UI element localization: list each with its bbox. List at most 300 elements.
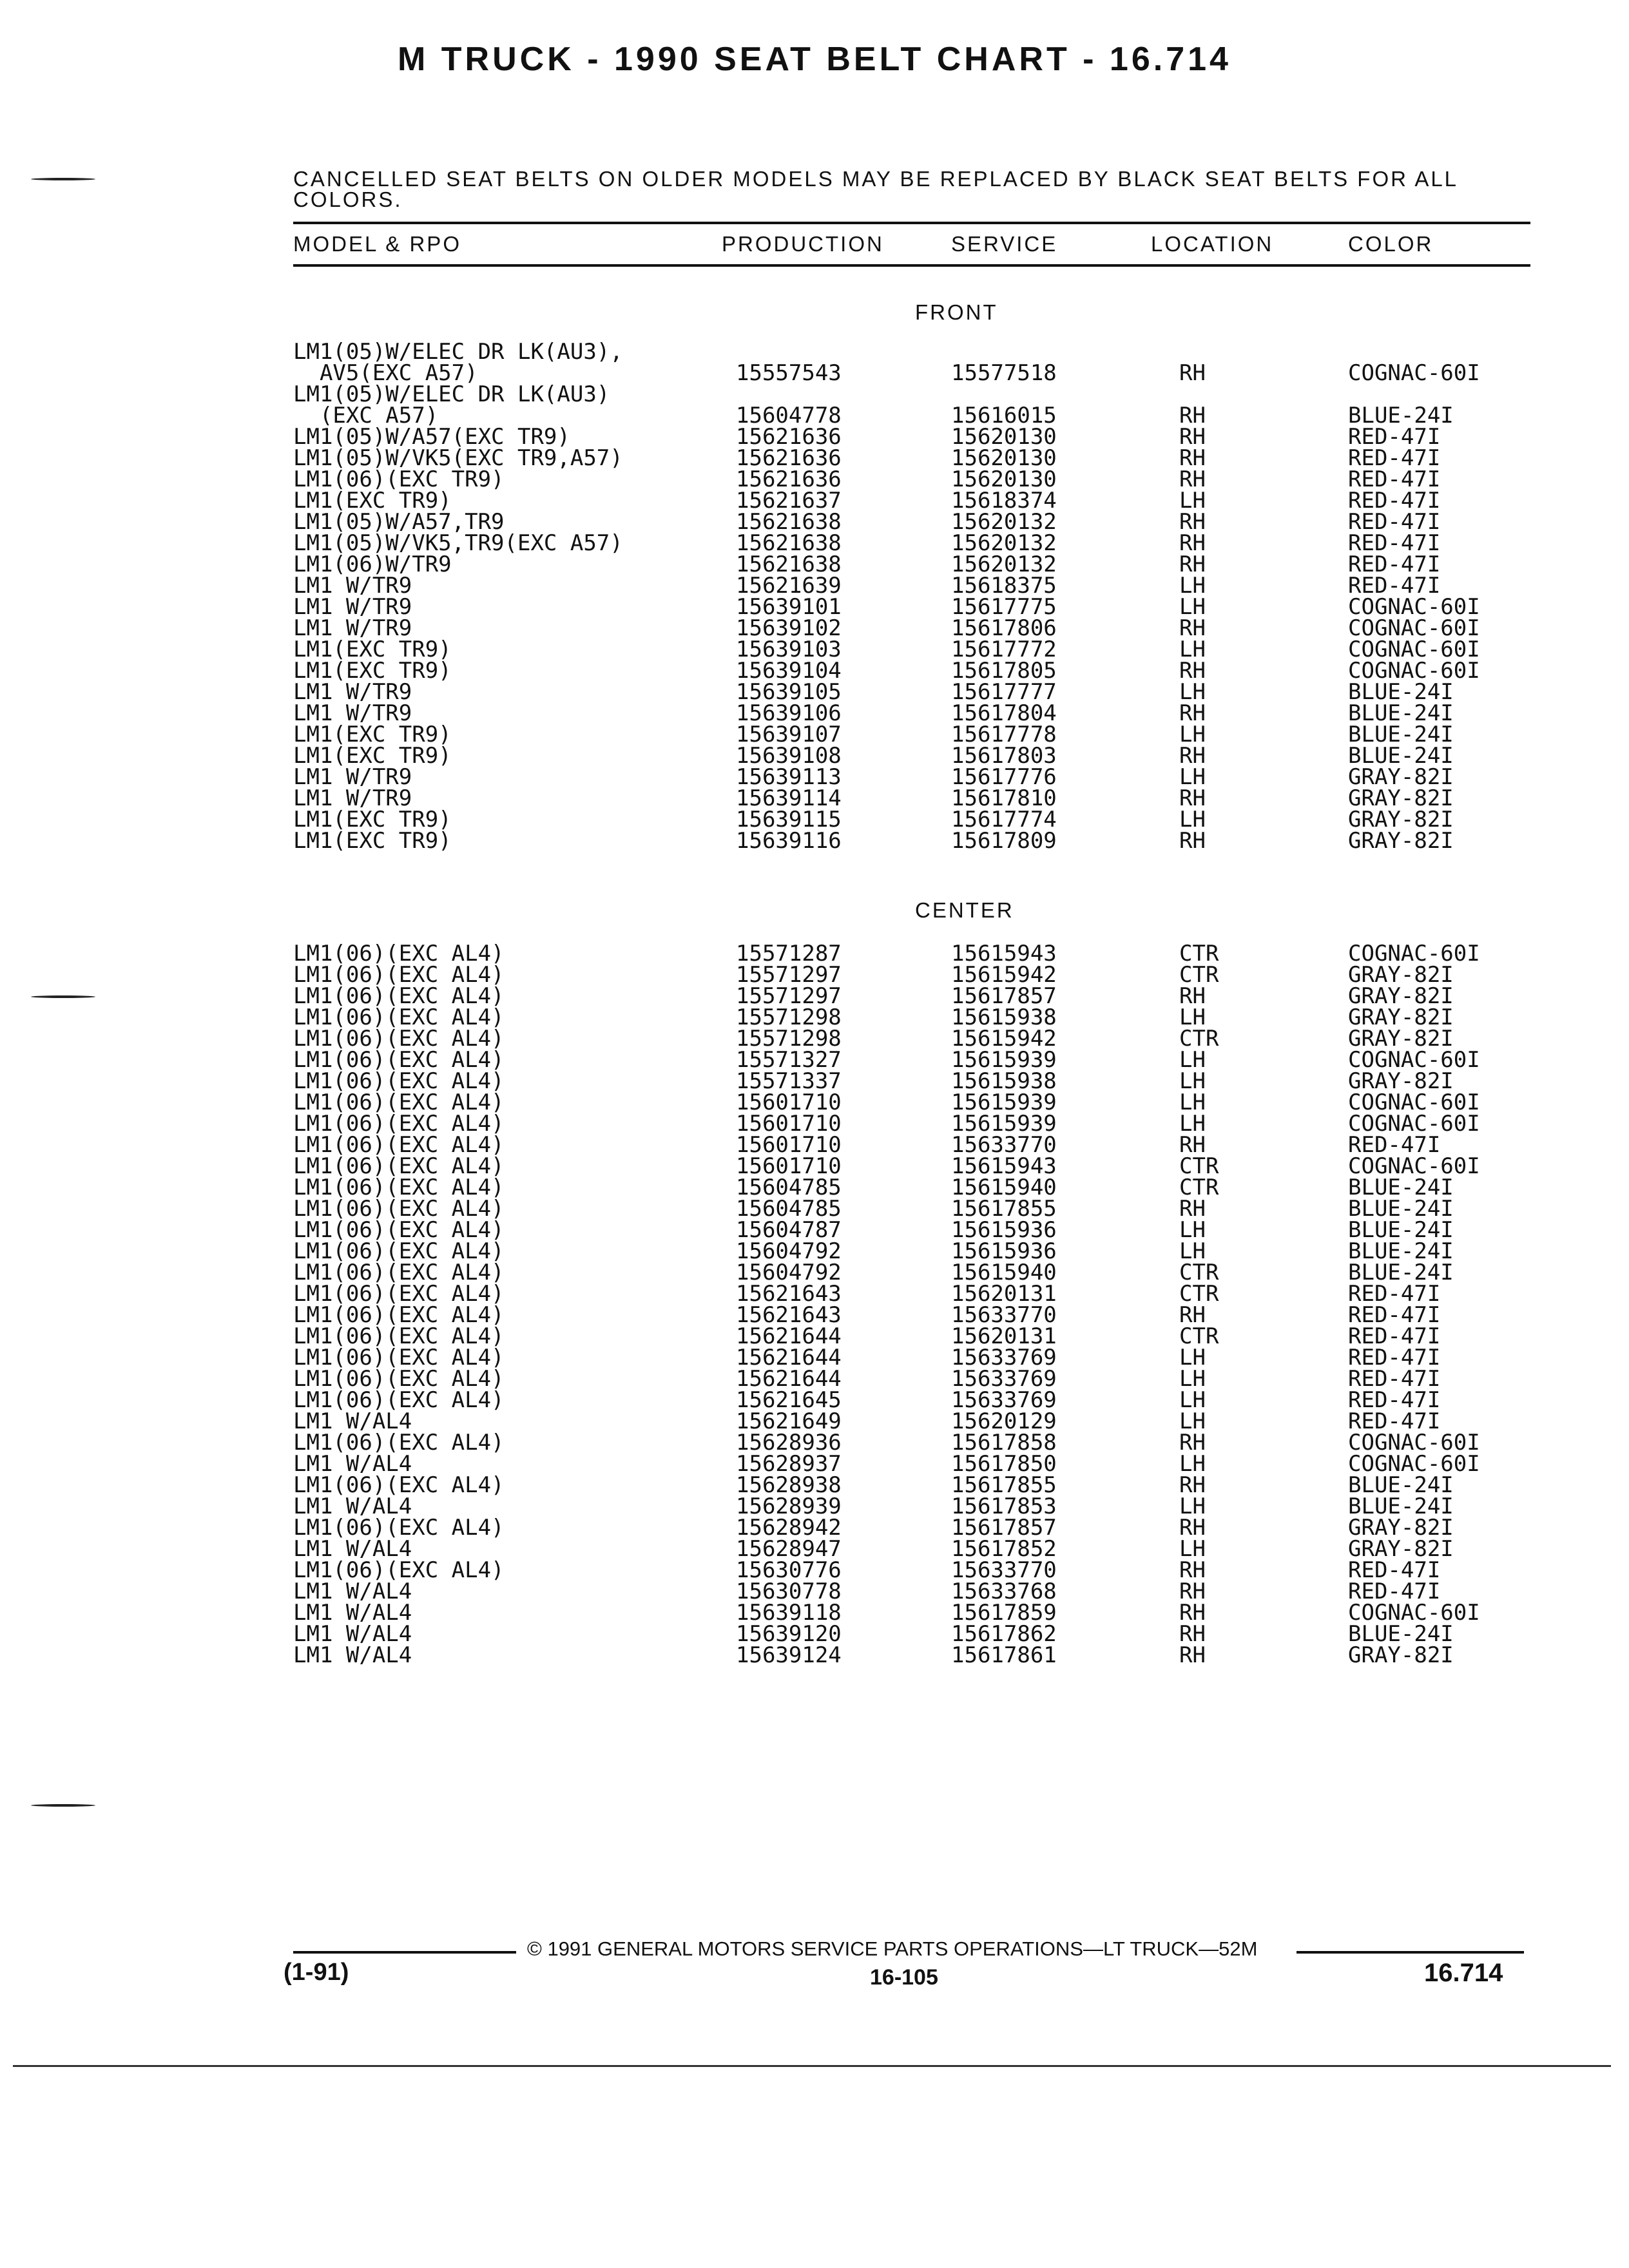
color-cell: GRAY-82I bbox=[1348, 1026, 1454, 1052]
color-cell: BLUE-24I bbox=[1348, 1472, 1454, 1498]
model-cell: LM1(06)(EXC AL4) bbox=[293, 1026, 505, 1052]
model-cell: AV5(EXC A57) bbox=[293, 360, 478, 386]
color-cell: BLUE-24I bbox=[1348, 700, 1454, 726]
color-cell: COGNAC-60I bbox=[1348, 1153, 1480, 1179]
production-cell: 15621636 bbox=[736, 445, 842, 471]
location-cell: RH bbox=[1179, 1472, 1206, 1498]
model-cell: LM1(06)(EXC AL4) bbox=[293, 1260, 505, 1285]
location-cell: RH bbox=[1179, 552, 1206, 577]
production-cell: 15621649 bbox=[736, 1408, 842, 1434]
production-cell: 15639104 bbox=[736, 658, 842, 684]
color-cell: RED-47I bbox=[1348, 1323, 1441, 1349]
color-cell: COGNAC-60I bbox=[1348, 941, 1480, 966]
location-cell: CTR bbox=[1179, 962, 1219, 988]
color-cell: GRAY-82I bbox=[1348, 785, 1454, 811]
production-cell: 15621638 bbox=[736, 509, 842, 535]
service-cell: 15615938 bbox=[951, 1004, 1057, 1030]
production-cell: 15621638 bbox=[736, 530, 842, 556]
footer-rule-left bbox=[293, 1951, 516, 1954]
color-cell: GRAY-82I bbox=[1348, 1536, 1454, 1562]
service-cell: 15617855 bbox=[951, 1196, 1057, 1222]
footer-page-number: 16-105 bbox=[870, 1965, 938, 1990]
header-model: MODEL & RPO bbox=[293, 232, 461, 256]
service-cell: 15633768 bbox=[951, 1579, 1057, 1604]
model-cell: LM1 W/AL4 bbox=[293, 1600, 412, 1626]
service-cell: 15615940 bbox=[951, 1175, 1057, 1200]
color-cell: COGNAC-60I bbox=[1348, 1111, 1480, 1137]
location-cell: RH bbox=[1179, 785, 1206, 811]
production-cell: 15604778 bbox=[736, 403, 842, 428]
color-cell: RED-47I bbox=[1348, 1557, 1441, 1583]
margin-mark bbox=[31, 1804, 95, 1807]
service-cell: 15617857 bbox=[951, 983, 1057, 1009]
service-cell: 15620131 bbox=[951, 1323, 1057, 1349]
service-cell: 15615940 bbox=[951, 1260, 1057, 1285]
color-cell: BLUE-24I bbox=[1348, 679, 1454, 705]
location-cell: LH bbox=[1179, 764, 1206, 790]
location-cell: RH bbox=[1179, 1600, 1206, 1626]
color-cell: RED-47I bbox=[1348, 573, 1441, 599]
service-cell: 15615943 bbox=[951, 941, 1057, 966]
service-cell: 15633769 bbox=[951, 1387, 1057, 1413]
service-cell: 15620132 bbox=[951, 530, 1057, 556]
service-cell: 15617772 bbox=[951, 637, 1057, 662]
production-cell: 15628942 bbox=[736, 1515, 842, 1541]
margin-mark bbox=[31, 178, 95, 180]
service-cell: 15620130 bbox=[951, 445, 1057, 471]
model-cell: LM1(05)W/A57,TR9 bbox=[293, 509, 505, 535]
location-cell: RH bbox=[1179, 1196, 1206, 1222]
color-cell: RED-47I bbox=[1348, 1579, 1441, 1604]
model-cell: LM1 W/AL4 bbox=[293, 1579, 412, 1604]
service-cell: 15620132 bbox=[951, 552, 1057, 577]
production-cell: 15639103 bbox=[736, 637, 842, 662]
color-cell: RED-47I bbox=[1348, 509, 1441, 535]
model-cell: LM1(05)W/ELEC DR LK(AU3), bbox=[293, 339, 623, 365]
service-cell: 15617853 bbox=[951, 1494, 1057, 1519]
production-cell: 15571298 bbox=[736, 1004, 842, 1030]
footer-section-number: 16.714 bbox=[1424, 1959, 1503, 1987]
service-cell: 15615936 bbox=[951, 1217, 1057, 1243]
production-cell: 15571337 bbox=[736, 1068, 842, 1094]
model-cell: LM1(05)W/ELEC DR LK(AU3) bbox=[293, 381, 610, 407]
service-cell: 15616015 bbox=[951, 403, 1057, 428]
location-cell: LH bbox=[1179, 807, 1206, 832]
production-cell: 15621639 bbox=[736, 573, 842, 599]
header-production: PRODUCTION bbox=[722, 232, 884, 256]
location-cell: RH bbox=[1179, 983, 1206, 1009]
production-cell: 15639107 bbox=[736, 722, 842, 747]
location-cell: RH bbox=[1179, 828, 1206, 854]
production-cell: 15621637 bbox=[736, 488, 842, 514]
production-cell: 15621638 bbox=[736, 552, 842, 577]
model-cell: LM1(06)(EXC AL4) bbox=[293, 1217, 505, 1243]
table-row bbox=[0, 828, 1629, 854]
color-cell: GRAY-82I bbox=[1348, 807, 1454, 832]
front-table bbox=[0, 341, 1629, 852]
service-cell: 15620131 bbox=[951, 1281, 1057, 1307]
service-cell: 15615939 bbox=[951, 1111, 1057, 1137]
location-cell: RH bbox=[1179, 615, 1206, 641]
model-cell: LM1(06)(EXC AL4) bbox=[293, 1430, 505, 1456]
color-cell: GRAY-82I bbox=[1348, 1642, 1454, 1668]
service-cell: 15617777 bbox=[951, 679, 1057, 705]
model-cell: LM1(06)(EXC AL4) bbox=[293, 1281, 505, 1307]
service-cell: 15617776 bbox=[951, 764, 1057, 790]
location-cell: RH bbox=[1179, 360, 1206, 386]
color-cell: COGNAC-60I bbox=[1348, 360, 1480, 386]
location-cell: RH bbox=[1179, 445, 1206, 471]
model-cell: LM1(06)(EXC AL4) bbox=[293, 1515, 505, 1541]
color-cell: RED-47I bbox=[1348, 1408, 1441, 1434]
color-cell: RED-47I bbox=[1348, 1387, 1441, 1413]
production-cell: 15621645 bbox=[736, 1387, 842, 1413]
production-cell: 15601710 bbox=[736, 1153, 842, 1179]
model-cell: LM1(06)(EXC AL4) bbox=[293, 1472, 505, 1498]
center-table bbox=[0, 943, 1629, 1666]
page-title: M TRUCK - 1990 SEAT BELT CHART - 16.714 bbox=[398, 41, 1231, 78]
color-cell: RED-47I bbox=[1348, 530, 1441, 556]
service-cell: 15615942 bbox=[951, 1026, 1057, 1052]
color-cell: BLUE-24I bbox=[1348, 403, 1454, 428]
color-cell: BLUE-24I bbox=[1348, 743, 1454, 769]
production-cell: 15571298 bbox=[736, 1026, 842, 1052]
model-cell: LM1(06)(EXC AL4) bbox=[293, 1068, 505, 1094]
model-cell: LM1(06)(EXC AL4) bbox=[293, 1366, 505, 1392]
production-cell: 15557543 bbox=[736, 360, 842, 386]
production-cell: 15628937 bbox=[736, 1451, 842, 1477]
model-cell: LM1(EXC TR9) bbox=[293, 828, 452, 854]
color-cell: RED-47I bbox=[1348, 1132, 1441, 1158]
service-cell: 15620129 bbox=[951, 1408, 1057, 1434]
table-row bbox=[0, 1642, 1629, 1668]
color-cell: RED-47I bbox=[1348, 552, 1441, 577]
model-cell: LM1(06)(EXC AL4) bbox=[293, 941, 505, 966]
model-cell: (EXC A57) bbox=[293, 403, 439, 428]
production-cell: 15604787 bbox=[736, 1217, 842, 1243]
service-cell: 15615943 bbox=[951, 1153, 1057, 1179]
color-cell: BLUE-24I bbox=[1348, 1494, 1454, 1519]
service-cell: 15618374 bbox=[951, 488, 1057, 514]
color-cell: COGNAC-60I bbox=[1348, 1090, 1480, 1115]
location-cell: RH bbox=[1179, 424, 1206, 450]
service-cell: 15633770 bbox=[951, 1132, 1057, 1158]
service-cell: 15617859 bbox=[951, 1600, 1057, 1626]
location-cell: LH bbox=[1179, 637, 1206, 662]
model-cell: LM1(06)(EXC AL4) bbox=[293, 1132, 505, 1158]
model-cell: LM1(06)W/TR9 bbox=[293, 552, 452, 577]
production-cell: 15639124 bbox=[736, 1642, 842, 1668]
production-cell: 15601710 bbox=[736, 1132, 842, 1158]
color-cell: RED-47I bbox=[1348, 1345, 1441, 1370]
production-cell: 15621636 bbox=[736, 424, 842, 450]
production-cell: 15601710 bbox=[736, 1111, 842, 1137]
model-cell: LM1(06)(EXC AL4) bbox=[293, 1047, 505, 1073]
model-cell: LM1(EXC TR9) bbox=[293, 488, 452, 514]
location-cell: LH bbox=[1179, 1536, 1206, 1562]
service-cell: 15617855 bbox=[951, 1472, 1057, 1498]
location-cell: RH bbox=[1179, 1132, 1206, 1158]
location-cell: RH bbox=[1179, 509, 1206, 535]
location-cell: LH bbox=[1179, 1238, 1206, 1264]
color-cell: BLUE-24I bbox=[1348, 1175, 1454, 1200]
location-cell: CTR bbox=[1179, 941, 1219, 966]
location-cell: LH bbox=[1179, 1004, 1206, 1030]
location-cell: CTR bbox=[1179, 1323, 1219, 1349]
color-cell: RED-47I bbox=[1348, 445, 1441, 471]
location-cell: LH bbox=[1179, 722, 1206, 747]
production-cell: 15628936 bbox=[736, 1430, 842, 1456]
header-bottom-rule bbox=[293, 264, 1530, 267]
color-cell: BLUE-24I bbox=[1348, 722, 1454, 747]
service-cell: 15633770 bbox=[951, 1557, 1057, 1583]
footer-date-code: (1-91) bbox=[284, 1959, 349, 1986]
service-cell: 15633769 bbox=[951, 1366, 1057, 1392]
model-cell: LM1(06)(EXC AL4) bbox=[293, 1111, 505, 1137]
service-cell: 15617805 bbox=[951, 658, 1057, 684]
color-cell: COGNAC-60I bbox=[1348, 615, 1480, 641]
color-cell: COGNAC-60I bbox=[1348, 637, 1480, 662]
color-cell: RED-47I bbox=[1348, 424, 1441, 450]
model-cell: LM1 W/AL4 bbox=[293, 1642, 412, 1668]
production-cell: 15628938 bbox=[736, 1472, 842, 1498]
location-cell: CTR bbox=[1179, 1175, 1219, 1200]
model-cell: LM1 W/TR9 bbox=[293, 573, 412, 599]
model-cell: LM1 W/AL4 bbox=[293, 1621, 412, 1647]
production-cell: 15601710 bbox=[736, 1090, 842, 1115]
location-cell: LH bbox=[1179, 1217, 1206, 1243]
production-cell: 15604785 bbox=[736, 1196, 842, 1222]
production-cell: 15639120 bbox=[736, 1621, 842, 1647]
location-cell: RH bbox=[1179, 403, 1206, 428]
production-cell: 15571287 bbox=[736, 941, 842, 966]
production-cell: 15604792 bbox=[736, 1238, 842, 1264]
service-cell: 15615936 bbox=[951, 1238, 1057, 1264]
production-cell: 15639106 bbox=[736, 700, 842, 726]
model-cell: LM1(EXC TR9) bbox=[293, 743, 452, 769]
location-cell: RH bbox=[1179, 1557, 1206, 1583]
color-cell: GRAY-82I bbox=[1348, 962, 1454, 988]
production-cell: 15639113 bbox=[736, 764, 842, 790]
location-cell: RH bbox=[1179, 1430, 1206, 1456]
model-cell: LM1(06)(EXC AL4) bbox=[293, 1557, 505, 1583]
location-cell: CTR bbox=[1179, 1281, 1219, 1307]
table-row bbox=[0, 360, 1629, 386]
service-cell: 15617775 bbox=[951, 594, 1057, 620]
location-cell: RH bbox=[1179, 1642, 1206, 1668]
model-cell: LM1(06)(EXC AL4) bbox=[293, 1004, 505, 1030]
location-cell: RH bbox=[1179, 658, 1206, 684]
section-title-front: FRONT bbox=[915, 300, 998, 324]
location-cell: LH bbox=[1179, 573, 1206, 599]
model-cell: LM1 W/TR9 bbox=[293, 700, 412, 726]
header-color: COLOR bbox=[1348, 232, 1434, 256]
color-cell: BLUE-24I bbox=[1348, 1196, 1454, 1222]
model-cell: LM1 W/AL4 bbox=[293, 1494, 412, 1519]
model-cell: LM1(EXC TR9) bbox=[293, 722, 452, 747]
service-cell: 15620130 bbox=[951, 424, 1057, 450]
color-cell: GRAY-82I bbox=[1348, 1068, 1454, 1094]
location-cell: RH bbox=[1179, 1302, 1206, 1328]
production-cell: 15628939 bbox=[736, 1494, 842, 1519]
color-cell: COGNAC-60I bbox=[1348, 594, 1480, 620]
model-cell: LM1 W/TR9 bbox=[293, 679, 412, 705]
model-cell: LM1(06)(EXC AL4) bbox=[293, 1238, 505, 1264]
model-cell: LM1(05)W/A57(EXC TR9) bbox=[293, 424, 570, 450]
model-cell: LM1(05)W/VK5,TR9(EXC A57) bbox=[293, 530, 623, 556]
production-cell: 15639101 bbox=[736, 594, 842, 620]
location-cell: LH bbox=[1179, 1408, 1206, 1434]
location-cell: LH bbox=[1179, 1345, 1206, 1370]
location-cell: RH bbox=[1179, 700, 1206, 726]
model-cell: LM1 W/TR9 bbox=[293, 785, 412, 811]
production-cell: 15571327 bbox=[736, 1047, 842, 1073]
header-top-rule bbox=[293, 222, 1530, 224]
location-cell: LH bbox=[1179, 1366, 1206, 1392]
model-cell: LM1(EXC TR9) bbox=[293, 637, 452, 662]
model-cell: LM1(06)(EXC TR9) bbox=[293, 466, 505, 492]
color-cell: RED-47I bbox=[1348, 488, 1441, 514]
color-cell: GRAY-82I bbox=[1348, 828, 1454, 854]
location-cell: LH bbox=[1179, 679, 1206, 705]
production-cell: 15639105 bbox=[736, 679, 842, 705]
color-cell: GRAY-82I bbox=[1348, 983, 1454, 1009]
location-cell: LH bbox=[1179, 1068, 1206, 1094]
service-cell: 15617852 bbox=[951, 1536, 1057, 1562]
color-cell: GRAY-82I bbox=[1348, 1515, 1454, 1541]
production-cell: 15630776 bbox=[736, 1557, 842, 1583]
color-cell: RED-47I bbox=[1348, 1366, 1441, 1392]
service-cell: 15620130 bbox=[951, 466, 1057, 492]
production-cell: 15639115 bbox=[736, 807, 842, 832]
model-cell: LM1(EXC TR9) bbox=[293, 658, 452, 684]
service-cell: 15633769 bbox=[951, 1345, 1057, 1370]
color-cell: GRAY-82I bbox=[1348, 1004, 1454, 1030]
production-cell: 15604792 bbox=[736, 1260, 842, 1285]
location-cell: RH bbox=[1179, 743, 1206, 769]
model-cell: LM1 W/TR9 bbox=[293, 615, 412, 641]
color-cell: GRAY-82I bbox=[1348, 764, 1454, 790]
service-cell: 15617862 bbox=[951, 1621, 1057, 1647]
service-cell: 15615939 bbox=[951, 1090, 1057, 1115]
location-cell: LH bbox=[1179, 1387, 1206, 1413]
page-bottom-rule bbox=[13, 2065, 1611, 2067]
model-cell: LM1(06)(EXC AL4) bbox=[293, 962, 505, 988]
location-cell: RH bbox=[1179, 1515, 1206, 1541]
footer-rule-right bbox=[1296, 1951, 1524, 1954]
color-cell: BLUE-24I bbox=[1348, 1621, 1454, 1647]
service-cell: 15615939 bbox=[951, 1047, 1057, 1073]
service-cell: 15615938 bbox=[951, 1068, 1057, 1094]
location-cell: CTR bbox=[1179, 1026, 1219, 1052]
location-cell: LH bbox=[1179, 594, 1206, 620]
production-cell: 15621644 bbox=[736, 1366, 842, 1392]
location-cell: LH bbox=[1179, 488, 1206, 514]
production-cell: 15639108 bbox=[736, 743, 842, 769]
location-cell: RH bbox=[1179, 1621, 1206, 1647]
service-cell: 15617850 bbox=[951, 1451, 1057, 1477]
service-cell: 15618375 bbox=[951, 573, 1057, 599]
location-cell: RH bbox=[1179, 1579, 1206, 1604]
model-cell: LM1(06)(EXC AL4) bbox=[293, 983, 505, 1009]
service-cell: 15617858 bbox=[951, 1430, 1057, 1456]
color-cell: BLUE-24I bbox=[1348, 1217, 1454, 1243]
production-cell: 15621644 bbox=[736, 1345, 842, 1370]
model-cell: LM1 W/TR9 bbox=[293, 594, 412, 620]
model-cell: LM1 W/AL4 bbox=[293, 1536, 412, 1562]
production-cell: 15621643 bbox=[736, 1281, 842, 1307]
model-cell: LM1(06)(EXC AL4) bbox=[293, 1387, 505, 1413]
production-cell: 15639118 bbox=[736, 1600, 842, 1626]
model-cell: LM1(EXC TR9) bbox=[293, 807, 452, 832]
location-cell: RH bbox=[1179, 530, 1206, 556]
service-cell: 15617804 bbox=[951, 700, 1057, 726]
production-cell: 15621643 bbox=[736, 1302, 842, 1328]
service-cell: 15617857 bbox=[951, 1515, 1057, 1541]
model-cell: LM1(06)(EXC AL4) bbox=[293, 1153, 505, 1179]
model-cell: LM1(06)(EXC AL4) bbox=[293, 1196, 505, 1222]
color-cell: BLUE-24I bbox=[1348, 1238, 1454, 1264]
color-cell: RED-47I bbox=[1348, 1281, 1441, 1307]
model-cell: LM1(06)(EXC AL4) bbox=[293, 1090, 505, 1115]
production-cell: 15639116 bbox=[736, 828, 842, 854]
service-cell: 15617774 bbox=[951, 807, 1057, 832]
header-service: SERVICE bbox=[951, 232, 1058, 256]
color-cell: COGNAC-60I bbox=[1348, 1451, 1480, 1477]
production-cell: 15639102 bbox=[736, 615, 842, 641]
production-cell: 15571297 bbox=[736, 962, 842, 988]
location-cell: RH bbox=[1179, 466, 1206, 492]
location-cell: CTR bbox=[1179, 1260, 1219, 1285]
color-cell: COGNAC-60I bbox=[1348, 1600, 1480, 1626]
model-cell: LM1 W/AL4 bbox=[293, 1451, 412, 1477]
color-cell: COGNAC-60I bbox=[1348, 1430, 1480, 1456]
model-cell: LM1 W/AL4 bbox=[293, 1408, 412, 1434]
service-cell: 15617778 bbox=[951, 722, 1057, 747]
location-cell: LH bbox=[1179, 1451, 1206, 1477]
production-cell: 15621636 bbox=[736, 466, 842, 492]
production-cell: 15571297 bbox=[736, 983, 842, 1009]
service-cell: 15617810 bbox=[951, 785, 1057, 811]
service-cell: 15617803 bbox=[951, 743, 1057, 769]
production-cell: 15628947 bbox=[736, 1536, 842, 1562]
service-cell: 15617861 bbox=[951, 1642, 1057, 1668]
color-cell: RED-47I bbox=[1348, 1302, 1441, 1328]
production-cell: 15639114 bbox=[736, 785, 842, 811]
service-cell: 15577518 bbox=[951, 360, 1057, 386]
color-cell: RED-47I bbox=[1348, 466, 1441, 492]
production-cell: 15621644 bbox=[736, 1323, 842, 1349]
production-cell: 15630778 bbox=[736, 1579, 842, 1604]
production-cell: 15604785 bbox=[736, 1175, 842, 1200]
section-title-center: CENTER bbox=[915, 898, 1014, 922]
header-location: LOCATION bbox=[1151, 232, 1274, 256]
service-cell: 15617809 bbox=[951, 828, 1057, 854]
model-cell: LM1(05)W/VK5(EXC TR9,A57) bbox=[293, 445, 623, 471]
location-cell: LH bbox=[1179, 1047, 1206, 1073]
model-cell: LM1(06)(EXC AL4) bbox=[293, 1323, 505, 1349]
service-cell: 15633770 bbox=[951, 1302, 1057, 1328]
location-cell: CTR bbox=[1179, 1153, 1219, 1179]
footer-copyright: © 1991 GENERAL MOTORS SERVICE PARTS OPERATIONS—LT TRUCK—52M bbox=[527, 1937, 1258, 1960]
model-cell: LM1(06)(EXC AL4) bbox=[293, 1175, 505, 1200]
model-cell: LM1(06)(EXC AL4) bbox=[293, 1345, 505, 1370]
location-cell: LH bbox=[1179, 1494, 1206, 1519]
location-cell: LH bbox=[1179, 1090, 1206, 1115]
model-cell: LM1 W/TR9 bbox=[293, 764, 412, 790]
model-cell: LM1(06)(EXC AL4) bbox=[293, 1302, 505, 1328]
location-cell: LH bbox=[1179, 1111, 1206, 1137]
